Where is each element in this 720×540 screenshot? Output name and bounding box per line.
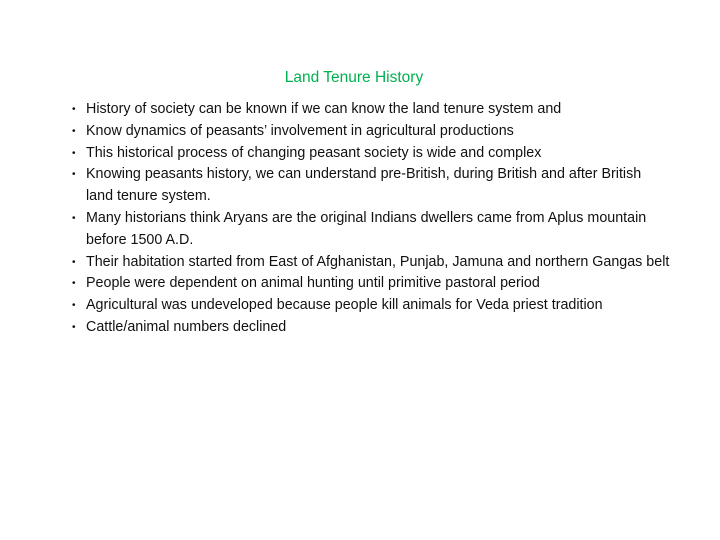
bullet-icon: • bbox=[72, 125, 76, 137]
bullet-list bbox=[72, 99, 672, 339]
bullet-icon: • bbox=[72, 212, 76, 224]
bullet-icon: • bbox=[72, 169, 76, 181]
list-item bbox=[72, 273, 672, 295]
list-item bbox=[72, 295, 672, 317]
list-item-text: Their habitation started from East of Afghanistan, Punjab, Jamuna and northern Gangas belt bbox=[86, 253, 670, 270]
list-item-text: Cattle/animal numbers declined bbox=[86, 318, 287, 335]
list-item bbox=[72, 208, 672, 252]
list-item-text: Knowing peasants history, we can understand pre-British, during British and after British land tenure system. bbox=[86, 166, 642, 205]
list-item-text: Know dynamics of peasants’ involvement in agricultural productions bbox=[86, 122, 514, 139]
list-item-text: Agricultural was undeveloped because people kill animals for Veda priest tradition bbox=[86, 297, 603, 314]
list-item-text: This historical process of changing peasant society is wide and complex bbox=[86, 144, 542, 161]
list-item bbox=[72, 143, 672, 165]
slide-title: Land Tenure History bbox=[284, 69, 424, 86]
bullet-icon: • bbox=[72, 104, 76, 115]
list-item bbox=[72, 317, 672, 339]
list-item bbox=[72, 121, 672, 143]
bullet-icon: • bbox=[72, 321, 76, 333]
list-item bbox=[72, 99, 672, 121]
bullet-icon: • bbox=[72, 147, 76, 159]
list-item-text: People were dependent on animal hunting until primitive pastoral period bbox=[86, 275, 540, 292]
bullet-icon: • bbox=[72, 256, 76, 268]
bullet-icon: • bbox=[72, 300, 76, 312]
list-item bbox=[72, 164, 672, 208]
bullet-icon: • bbox=[72, 278, 76, 290]
list-item-text: Many historians think Aryans are the original Indians dwellers came from Aplus mountain before 1500 A.D. bbox=[86, 209, 647, 248]
list-item bbox=[72, 252, 672, 274]
list-item-text: History of society can be known if we can know the land tenure system and bbox=[86, 101, 562, 117]
